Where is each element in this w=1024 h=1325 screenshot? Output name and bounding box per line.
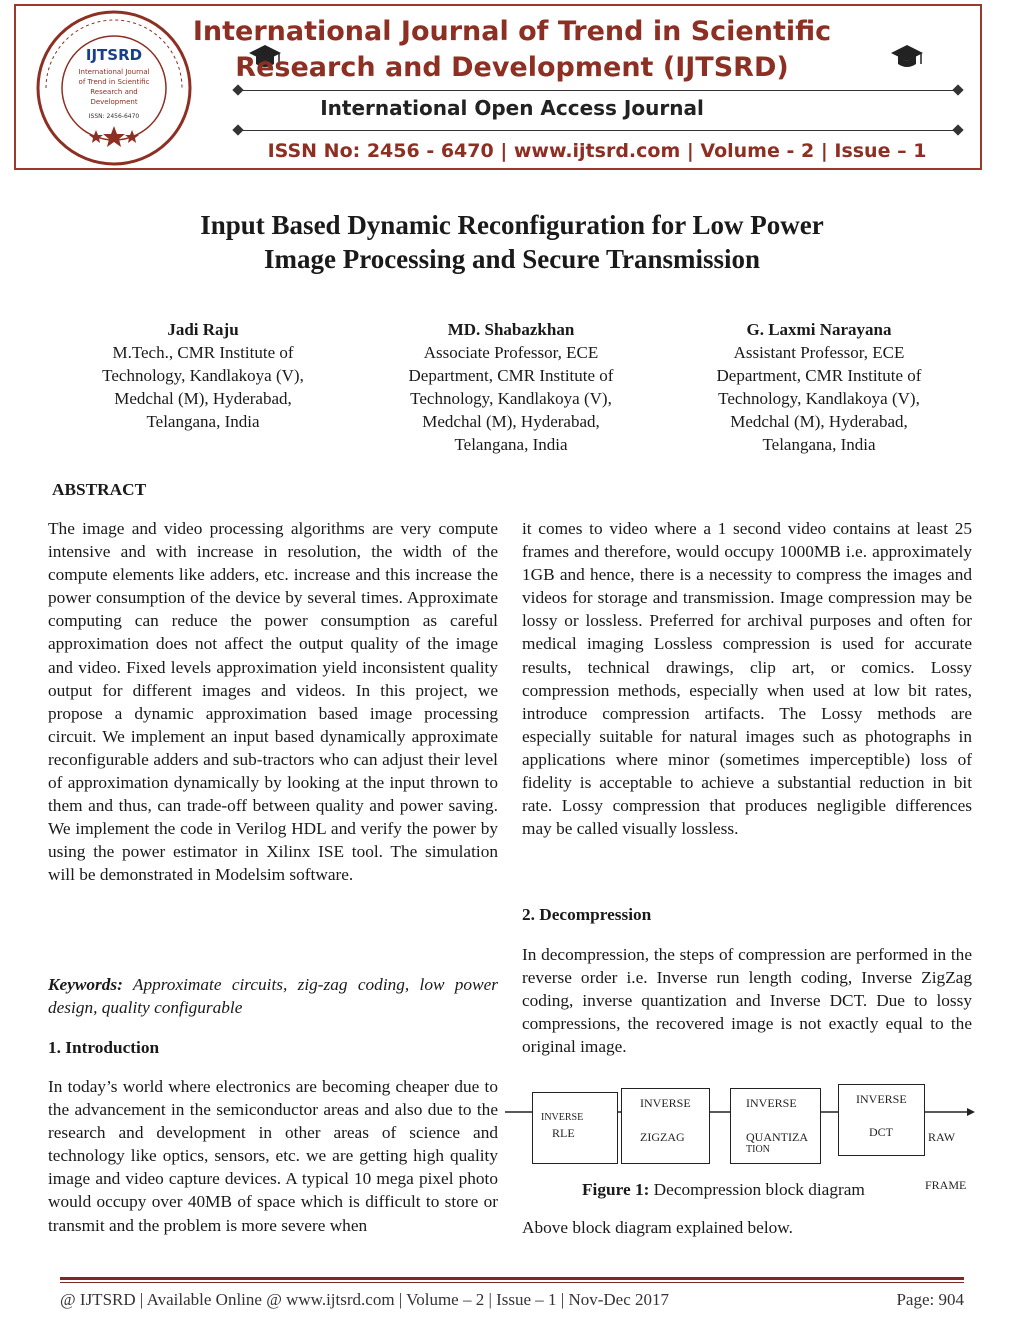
- author-name: G. Laxmi Narayana: [746, 320, 892, 339]
- journal-subtitle: International Open Access Journal: [320, 96, 704, 120]
- introduction-text: In today’s world where electronics are becoming cheaper due to the advancement in the semiconductor areas and also due to the research and development in other areas of science and technology like optics, sensors, etc. we are getting high quality image and video capture devices. A typical 10 mega pixel photo would occupy over 40MB of space which is difficult to store or transmit and the problem is more severe when: [48, 1077, 498, 1235]
- author-block: [356, 318, 666, 456]
- diagram-block-inverse-rle: [532, 1092, 618, 1164]
- author-affiliation: Medchal (M), Hyderabad,: [422, 412, 600, 431]
- author-affiliation: Department, CMR Institute of: [408, 366, 614, 385]
- author-name: MD. Shabazkhan: [447, 320, 575, 339]
- after-figure-text: Above block diagram explained below.: [522, 1218, 793, 1237]
- author-affiliation: Assistant Professor, ECE: [733, 343, 905, 362]
- block-label: INVERSE: [640, 1096, 691, 1110]
- author-name: Jadi Raju: [167, 320, 239, 339]
- logo-issn: ISSN: 2456-6470: [88, 113, 140, 120]
- header-rule: [238, 130, 958, 131]
- journal-name: International Journal of Trend in Scientific: [192, 16, 832, 47]
- block-label: ZIGZAG: [640, 1130, 685, 1144]
- abstract-text: The image and video processing algorithms are very compute intensive and with increase in resolution, the width of the compute elements like adders, etc. increase and this increase the power consumption of the device by several times. Approximate computing can reduce the power consumption as careful approximation does not affect the output quality of the image and video. Fixed levels approximation yield inconsistent quality output for different images and videos. In this project, we propose a dynamic approximation based image processing circuit. We implement an input based dynamically approximate reconfigurable adders and sub-tractors who can adjust their level of approximation dynamically by looking at the input thrown to them and thus, can trade-off between quality and power saving. We implement the code in Verilog HDL and verify the power by using the power estimator in Xilinx ISE tool. The simulation will be demonstrated in Modelsim software.: [48, 519, 498, 885]
- right-column-text: it comes to video where a 1 second video contains at least 25 frames and therefore, would occupy 1000MB i.e. approximately 1GB and hence, there is a necessity to compress the images and videos for storage and transmission. Image compression may be lossy or lossless. Preferred for archival purposes and often for medical imaging Lossless compression is used for accurate results, technical drawings, clip art, or comics. Lossy compression methods, especially when used at low bit rates, introduce compression artifacts. The Lossy methods are especially suitable for natural images such as photographs in applications where minor (sometimes imperceptible) loss of fidelity is acceptable to achieve a substantial reduction in bit rate. Lossy compression that produces negligible differences may be called visually lossless.: [522, 519, 972, 839]
- logo-line: Development: [90, 98, 138, 106]
- logo-line: International Journal: [78, 68, 150, 76]
- figure-caption: [582, 1180, 865, 1200]
- logo-line: of Trend in Scientific: [78, 78, 150, 86]
- author-affiliation: Telangana, India: [762, 435, 876, 454]
- author-block: [48, 318, 358, 433]
- author-affiliation: Medchal (M), Hyderabad,: [114, 389, 292, 408]
- author-affiliation: Telangana, India: [454, 435, 568, 454]
- author-affiliation: Telangana, India: [146, 412, 260, 431]
- journal-name: Research and Development (IJTSRD): [235, 52, 789, 83]
- page-number: Page: 904: [896, 1290, 964, 1309]
- author-block: [664, 318, 974, 456]
- abstract-heading: ABSTRACT: [52, 480, 147, 499]
- block-label: TION: [746, 1144, 770, 1155]
- author-affiliation: M.Tech., CMR Institute of: [112, 343, 294, 362]
- figure-caption-text: Decompression block diagram: [649, 1180, 865, 1199]
- journal-info: ISSN No: 2456 - 6470 | www.ijtsrd.com | Volume - 2 | Issue – 1: [267, 140, 927, 162]
- footer-info: @ IJTSRD | Available Online @ www.ijtsrd.com | Volume – 2 | Issue – 1 | Nov-Dec 2017: [60, 1290, 670, 1309]
- output-label: RAW: [928, 1130, 956, 1144]
- author-affiliation: Medchal (M), Hyderabad,: [730, 412, 908, 431]
- header-rule: [238, 90, 958, 91]
- author-affiliation: Technology, Kandlakoya (V),: [718, 389, 920, 408]
- footer-rule: [60, 1277, 964, 1280]
- block-label: INVERSE: [541, 1112, 584, 1123]
- paper-title: Input Based Dynamic Reconfiguration for Low Power: [200, 210, 824, 240]
- author-affiliation: Technology, Kandlakoya (V),: [410, 389, 612, 408]
- paper-title: Image Processing and Secure Transmission: [263, 244, 761, 274]
- block-label: QUANTIZA: [746, 1130, 808, 1144]
- section-heading-decompression: 2. Decompression: [522, 905, 652, 924]
- keywords-text: Approximate circuits, zig-zag coding, low power design, quality configurable: [48, 975, 498, 1018]
- keywords-label: Keywords:: [48, 975, 123, 994]
- page-footer: [60, 1290, 964, 1310]
- decompression-text: In decompression, the steps of compression are performed in the reverse order i.e. Inverse run length coding, Inverse ZigZag coding, inverse quantization and Inverse DCT. Due to lossy compressions, the recovered image is not exactly equal to the original image.: [522, 945, 972, 1057]
- logo-line: Research and: [90, 88, 138, 96]
- figure-label: Figure 1:: [582, 1180, 650, 1199]
- block-label: DCT: [869, 1125, 893, 1139]
- logo-text: IJTSRD: [85, 46, 143, 64]
- keywords: [48, 973, 498, 1019]
- block-label: RLE: [552, 1126, 575, 1140]
- footer-rule: [60, 1282, 964, 1283]
- author-affiliation: Department, CMR Institute of: [716, 366, 922, 385]
- block-label: INVERSE: [746, 1096, 797, 1110]
- author-affiliation: Technology, Kandlakoya (V),: [102, 366, 304, 385]
- output-label: FRAME: [925, 1178, 967, 1192]
- block-label: INVERSE: [856, 1092, 907, 1106]
- section-heading-introduction: 1. Introduction: [48, 1038, 160, 1057]
- author-affiliation: Associate Professor, ECE: [423, 343, 599, 362]
